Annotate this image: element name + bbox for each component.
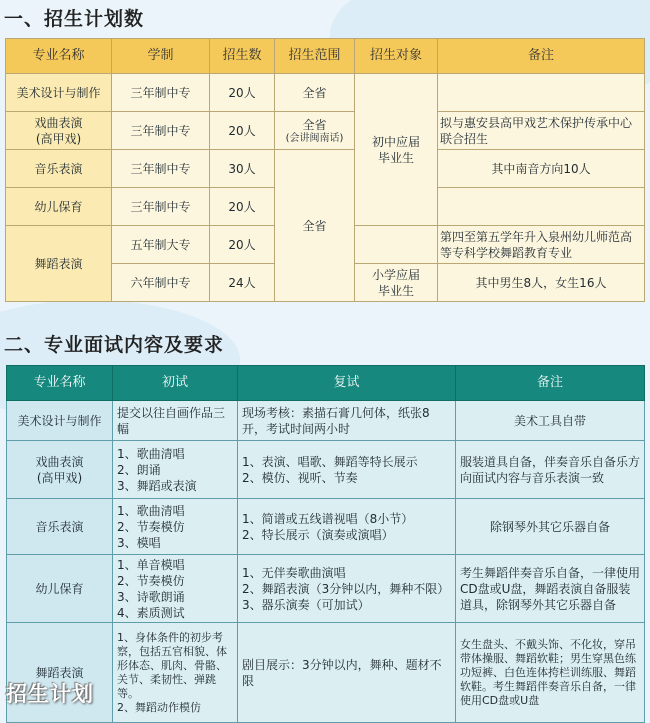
scope-note: (会讲闽南话) bbox=[285, 132, 344, 144]
footer-watermark: 招生计划 bbox=[6, 682, 94, 706]
table-row bbox=[7, 441, 645, 499]
first-round-cell: 1、身体条件的初步考察，包括五官相貌、体形体态、肌肉、骨骼、关节、柔韧性、弹跳等。 2、舞蹈动作模仿 bbox=[113, 623, 238, 723]
header-duration: 学制 bbox=[112, 39, 210, 74]
interview-requirements-table bbox=[6, 365, 645, 723]
duration-cell: 三年制中专 bbox=[112, 112, 210, 150]
header-first-round: 初试 bbox=[113, 366, 238, 401]
major-name: 戏曲表演 (高甲戏) bbox=[6, 112, 112, 150]
table-header-row bbox=[7, 366, 645, 401]
first-round-cell: 1、单音模唱 2、节奏模仿 3、诗歌朗诵 4、素质测试 bbox=[113, 555, 238, 623]
target-cell: 初中应届 毕业生 bbox=[355, 74, 438, 226]
count-cell: 24人 bbox=[210, 264, 275, 302]
target-cell bbox=[355, 226, 438, 264]
count-cell: 20人 bbox=[210, 188, 275, 226]
second-round-cell: 现场考核：素描石膏几何体，纸张8开，考试时间两小时 bbox=[238, 401, 456, 441]
header-note: 备注 bbox=[456, 366, 645, 401]
remark-cell: 其中男生8人，女生16人 bbox=[438, 264, 645, 302]
scope-cell: 全省 bbox=[275, 74, 355, 112]
table-row bbox=[6, 74, 645, 112]
duration-cell: 三年制中专 bbox=[112, 150, 210, 188]
table-row bbox=[7, 499, 645, 555]
header-second-round: 复试 bbox=[238, 366, 456, 401]
header-remark: 备注 bbox=[438, 39, 645, 74]
header-target: 招生对象 bbox=[355, 39, 438, 74]
section1-title: 一、招生计划数 bbox=[4, 8, 145, 30]
scope-cell: 全省 bbox=[275, 150, 355, 302]
first-round-cell: 1、歌曲清唱 2、节奏模仿 3、模唱 bbox=[113, 499, 238, 555]
count-cell: 30人 bbox=[210, 150, 275, 188]
header-scope: 招生范围 bbox=[275, 39, 355, 74]
enrollment-plan-table bbox=[5, 38, 645, 302]
remark-cell: 拟与惠安县高甲戏艺术保护传承中心联合招生 bbox=[438, 112, 645, 150]
second-round-cell: 1、无伴奏歌曲演唱 2、舞蹈表演（3分钟以内，舞种不限） 3、器乐演奏（可加试） bbox=[238, 555, 456, 623]
note-cell: 服装道具自备，伴奏音乐自备乐方向面试内容与音乐表演一致 bbox=[456, 441, 645, 499]
section2-title: 二、专业面试内容及要求 bbox=[4, 334, 225, 356]
target-cell: 小学应届 毕业生 bbox=[355, 264, 438, 302]
major-name: 戏曲表演 (高甲戏) bbox=[7, 441, 113, 499]
table-row bbox=[7, 401, 645, 441]
duration-cell: 三年制中专 bbox=[112, 74, 210, 112]
count-cell: 20人 bbox=[210, 74, 275, 112]
count-cell: 20人 bbox=[210, 226, 275, 264]
second-round-cell: 剧目展示：3分钟以内，舞种、题材不限 bbox=[238, 623, 456, 723]
major-name: 美术设计与制作 bbox=[7, 401, 113, 441]
first-round-cell: 提交以往自画作品三幅 bbox=[113, 401, 238, 441]
note-cell: 考生舞蹈伴奏音乐自备，一律使用CD盘或U盘，舞蹈表演自备服装道具，除钢琴外其它乐器自备 bbox=[456, 555, 645, 623]
table-row bbox=[6, 112, 645, 150]
remark-cell bbox=[438, 74, 645, 112]
table-row bbox=[7, 623, 645, 723]
table-row bbox=[6, 150, 645, 188]
duration-cell: 三年制中专 bbox=[112, 188, 210, 226]
major-name: 音乐表演 bbox=[6, 150, 112, 188]
duration-cell: 六年制中专 bbox=[112, 264, 210, 302]
scope-text: 全省 bbox=[302, 117, 327, 132]
table-row bbox=[7, 555, 645, 623]
note-cell: 除钢琴外其它乐器自备 bbox=[456, 499, 645, 555]
note-cell: 女生盘头、不戴头饰、不化妆，穿吊带体操服、舞蹈软鞋；男生穿黑色练功短裤、白色连体挎栏训练服、舞蹈软鞋。考生舞蹈伴奏音乐自备，一律使用CD盘或U盘 bbox=[456, 623, 645, 723]
first-round-cell: 1、歌曲清唱 2、朗诵 3、舞蹈或表演 bbox=[113, 441, 238, 499]
table-header-row bbox=[6, 39, 645, 74]
duration-cell: 五年制大专 bbox=[112, 226, 210, 264]
major-name: 幼儿保育 bbox=[6, 188, 112, 226]
scope-cell bbox=[275, 112, 355, 150]
second-round-cell: 1、简谱或五线谱视唱（8小节） 2、特长展示（演奏或演唱） bbox=[238, 499, 456, 555]
major-name: 幼儿保育 bbox=[7, 555, 113, 623]
major-name: 音乐表演 bbox=[7, 499, 113, 555]
remark-cell: 其中南音方向10人 bbox=[438, 150, 645, 188]
remark-cell bbox=[438, 188, 645, 226]
major-name: 美术设计与制作 bbox=[6, 74, 112, 112]
second-round-cell: 1、表演、唱歌、舞蹈等特长展示 2、模仿、视听、节奏 bbox=[238, 441, 456, 499]
note-cell: 美术工具自带 bbox=[456, 401, 645, 441]
header-count: 招生数 bbox=[210, 39, 275, 74]
header-major: 专业名称 bbox=[7, 366, 113, 401]
remark-cell: 第四至第五学年升入泉州幼儿师范高等专科学校舞蹈教育专业 bbox=[438, 226, 645, 264]
header-major: 专业名称 bbox=[6, 39, 112, 74]
major-name: 舞蹈表演 bbox=[7, 623, 113, 723]
count-cell: 20人 bbox=[210, 112, 275, 150]
major-name: 舞蹈表演 bbox=[6, 226, 112, 302]
